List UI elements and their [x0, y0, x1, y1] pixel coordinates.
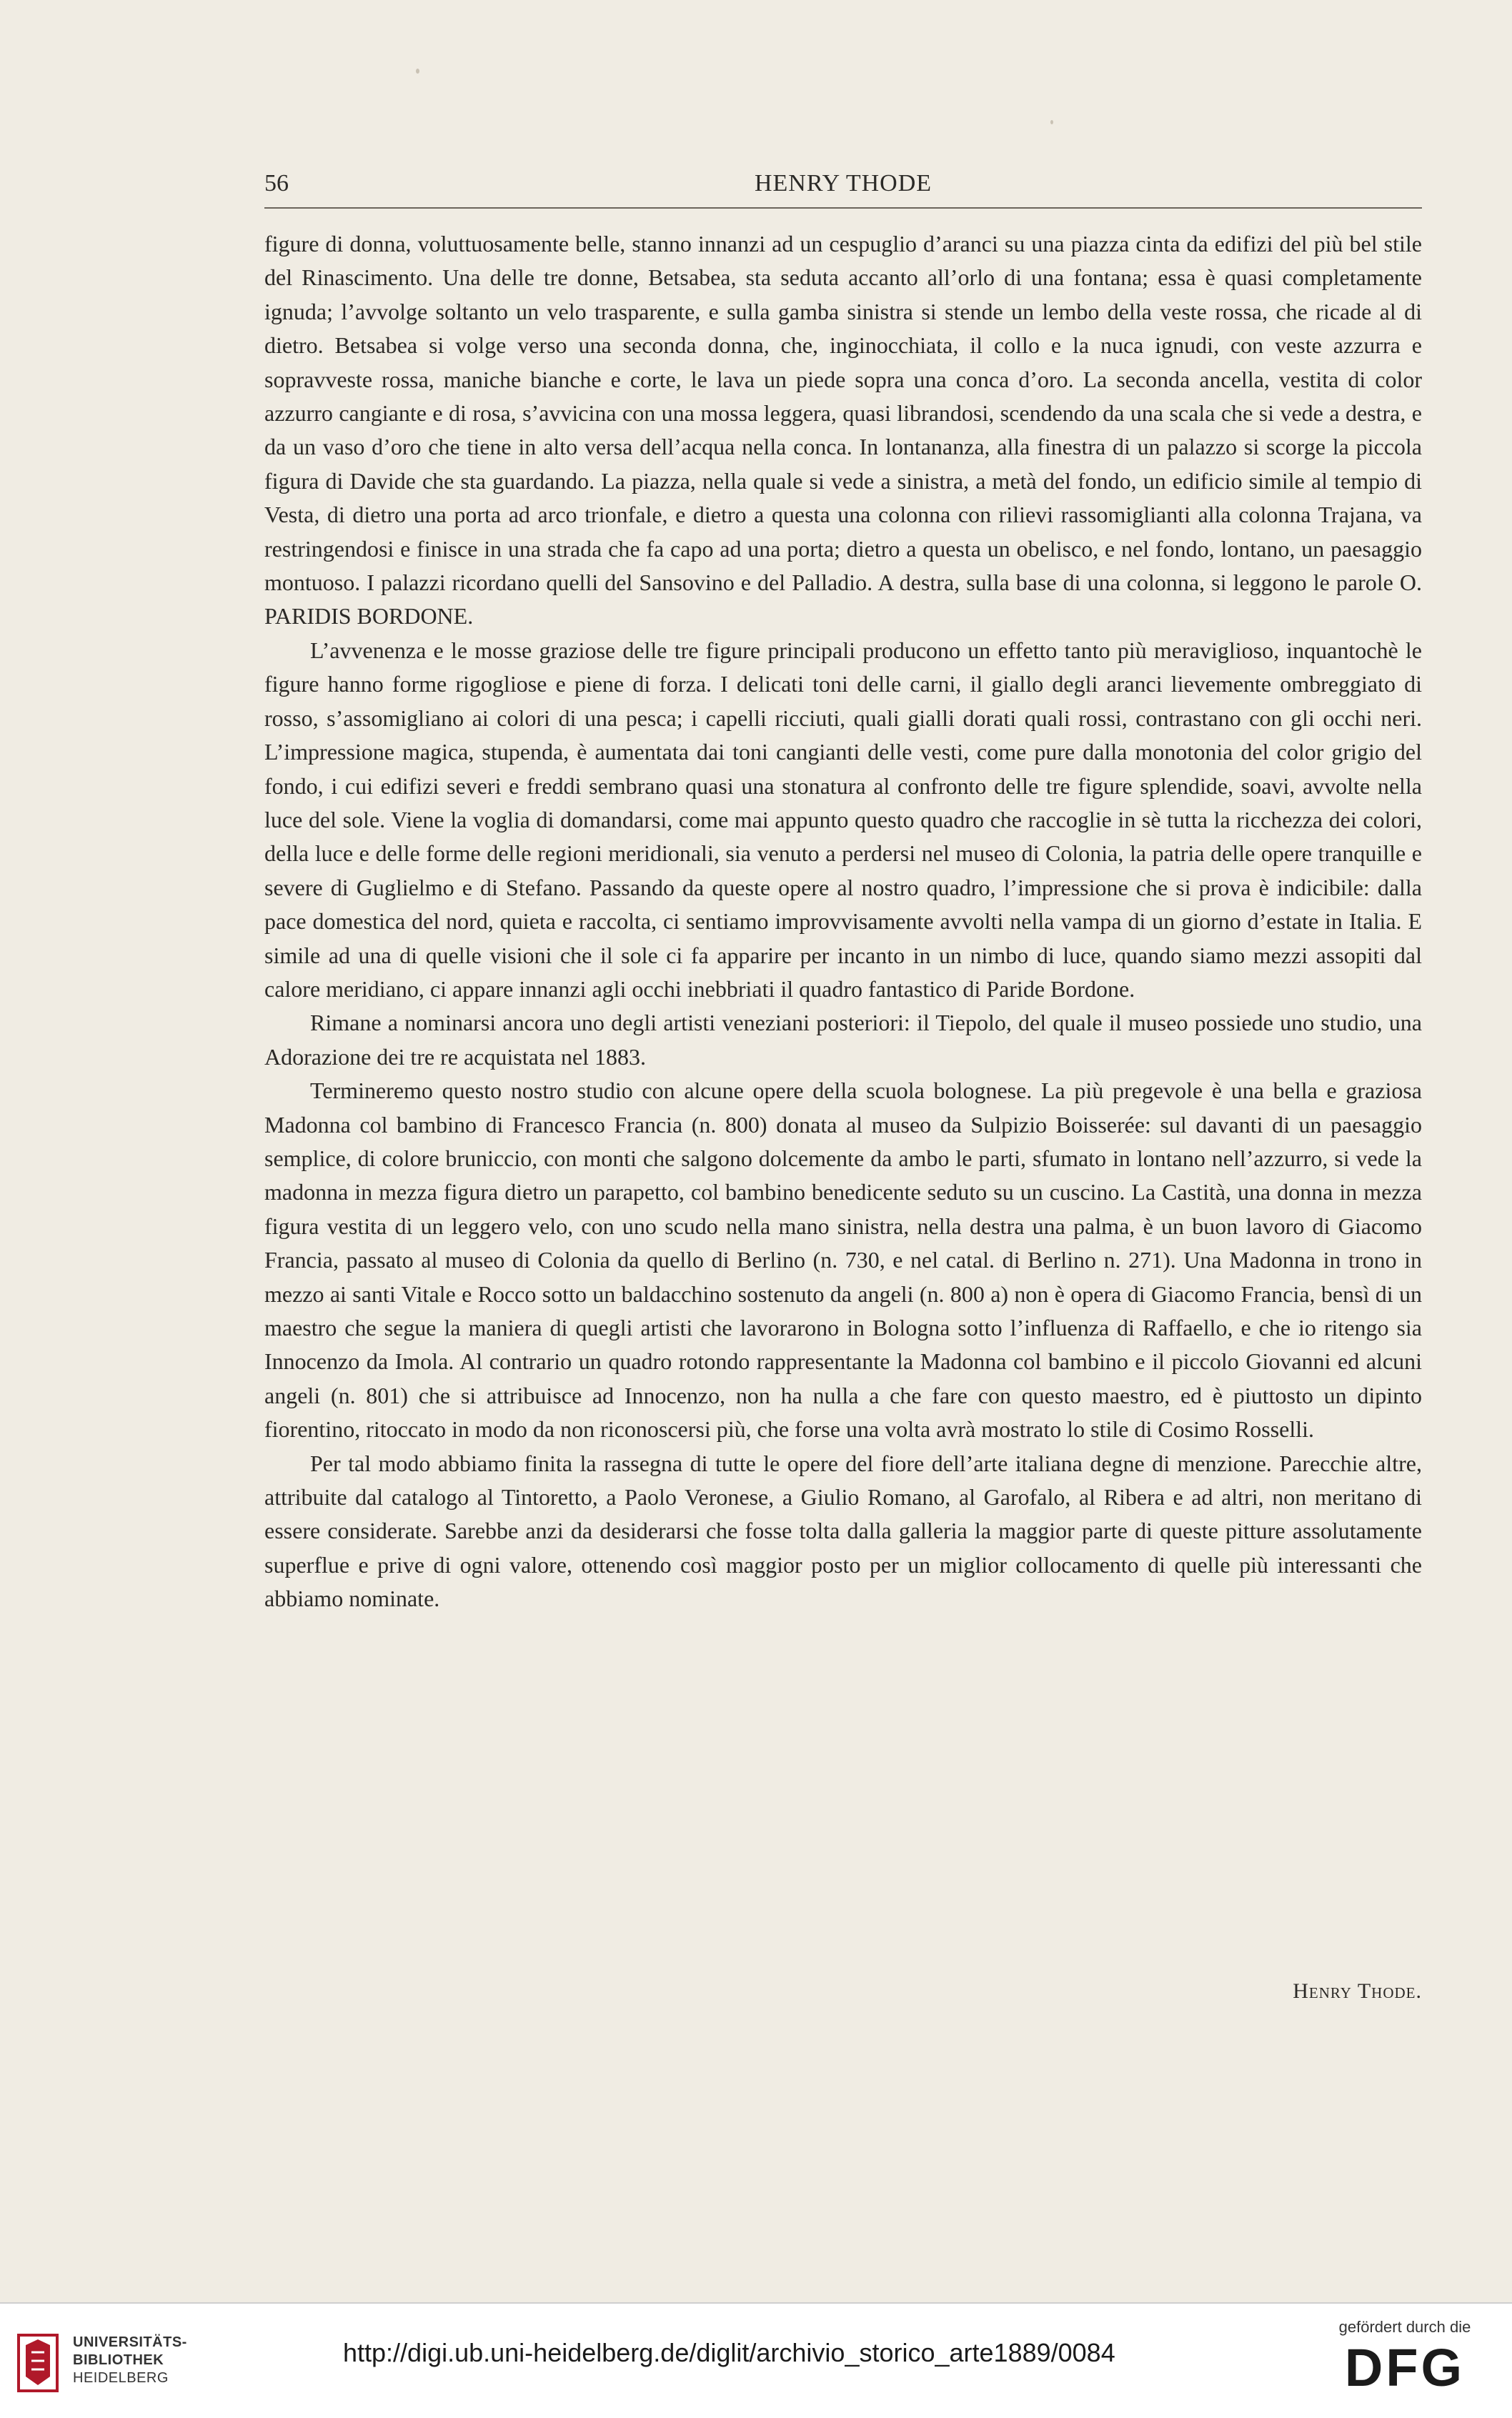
permalink[interactable]: http://digi.ub.uni-heidelberg.de/diglit/archivio_storico_arte1889/0084 — [343, 2338, 1115, 2367]
paragraph: Rimane a nominarsi ancora uno degli artisti veneziani posteriori: il Tiepolo, del quale il museo possiede uno studio, una Adorazione dei tre re acquistata nel 1883. — [264, 1010, 1422, 1070]
library-name-line: BIBLIOTHEK — [73, 2352, 164, 2368]
sponsor-caption: gefördert durch die — [1338, 2318, 1471, 2336]
paragraph: L’avvenenza e le mosse graziose delle tre figure principali producono un effetto tanto più meraviglioso, inquantochè le figure hanno forme rigogliose e piene di forza. I delicati toni delle carni, il giallo degli aranci lievemente ombreggiato di rosso, s’assomigliano ai colori di una pesca; i capelli ricciuti, quali gialli dorati quali rossi, contrastano con gli occhi neri. L’impressione magica, stupenda, è aumentata dai toni cangianti delle vesti, come pure dalla monotonia del color grigio del fondo, i cui edifizi severi e freddi sembrano quasi una stonatura al confronto delle tre figure splendide, soavi, avvolte nella luce del sole. Viene la voglia di domandarsi, come mai appunto questo quadro che raccoglie in sè tutta la ricchezza dei colori, della luce e delle forme delle regioni meridionali, sia venuto a perdersi nel museo di Colonia, la patria delle opere tranquille e severe di Guglielmo e di Stefano. Passando da queste opere al nostro quadro, l’impressione che si prova è indicibile: dalla pace domestica del nord, quieta e raccolta, ci sentiamo improvvisamente avvolti nella vampa di un giorno d’estate in Italia. E simile ad una di quelle visioni che il sole ci fa apparire per incanto in un nimbo di luce, quando siamo mezzi assopiti dal calore meridiano, ci appare innanzi agli occhi inebbriati il quadro fantastico di Paride Bordone. — [264, 637, 1422, 1002]
paper-speck — [416, 69, 419, 74]
paper-speck — [1050, 120, 1053, 124]
library-name-line: HEIDELBERG — [73, 2370, 169, 2386]
page-number: 56 — [264, 170, 289, 196]
library-name-line: UNIVERSITÄTS- — [73, 2334, 187, 2350]
paragraph: figure di donna, voluttuosamente belle, stanno innanzi ad un cespuglio d’aranci su una piazza cinta da edifizi del più bel stile del Rinascimento. Una delle tre donne, Betsabea, sta seduta accanto all’orlo di una fontana; essa è quasi completamente ignuda; l’avvolge soltanto un velo trasparente, e sulla gamba sinistra si stende un lembo della veste rossa, che ricade al di dietro. Betsabea si volge verso una seconda donna, che, inginocchiata, il collo e la nuca ignudi, con veste azzurra e sopravveste rossa, maniche bianche e corte, le lava un piede sopra una conca d’oro. La seconda ancella, vestita di color azzurro cangiante e di rosa, s’avvicina con una mossa leggera, quasi librandosi, scendendo da una scala che si vede a destra, e da un vaso d’oro che tiene in alto versa dell’acqua nella conca. In lontananza, alla finestra di un palazzo si scorge la piccola figura di Davide che sta guardando. La piazza, nella quale si vede a sinistra, a metà del fondo, un edificio simile al tempio di Vesta, di dietro una porta ad arco trionfale, e dietro a questa una colonna con rilievi rassomiglianti alla colonna Trajana, va restringendosi e finisce in una strada che fa capo ad una porta; dietro a questa un obelisco, e nel fondo, lontano, un paesaggio montuoso. I palazzi ricordano quelli del Sansovino e del Palladio. A destra, sulla base di una colonna, si leggono le parole O. PARIDIS BORDONE. — [264, 231, 1422, 630]
paragraph: Per tal modo abbiamo finita la rassegna di tutte le opere del fiore dell’arte italiana degne di menzione. Parecchie altre, attribuite dal catalogo al Tintoretto, a Paolo Veronese, a Giulio Romano, al Garofalo, al Ribera e ad altri, non meritano di essere considerate. Sarebbe anzi da desiderarsi che fosse tolta dalla galleria la maggior parte di queste pitture assolutamente superflue e prive di ogni valore, ottenendo così maggior posto per un miglior collocamento di quelle più interessanti che abbiamo nominate. — [264, 1450, 1422, 1612]
sponsor-name: DFG — [1344, 2338, 1466, 2397]
digitization-footer — [0, 2302, 1512, 2418]
sponsor-logo[interactable] — [1326, 2318, 1483, 2411]
author-signature: Henry Thode. — [1293, 1979, 1422, 2003]
paragraph: Termineremo questo nostro studio con alcune opere della scuola bolognese. La più pregevole è una bella e graziosa Madonna col bambino di Francesco Francia (n. 800) donata al museo da Sulpizio Boisserée: sul davanti di un paesaggio semplice, di colore bruniccio, con monti che salgono dolcemente da ambo le parti, sfumato in lontano nell’azzurro, si vede la madonna in mezza figura dietro un parapetto, col bambino benedicente seduto su un cuscino. La Castità, una donna in mezza figura vestita di un leggero velo, con uno scudo nella mano sinistra, nella destra una palma, è un buon lavoro di Giacomo Francia, passato al museo di Colonia da quello di Berlino (n. 730, e nel catal. di Berlino n. 271). Una Madonna in trono in mezzo ai santi Vitale e Rocco sotto un baldacchino sostenuto da angeli (n. 800 a) non è opera di Giacomo Francia, bensì di un maestro che segue la maniera di quegli artisti che lavorarono in Bologna sotto l’influenza di Raffaello, e che io ritengo sia Innocenzo da Imola. Al contrario un quadro rotondo rappresentante la Madonna col bambino e il piccolo Giovanni ed alcuni angeli (n. 801) che si attribuisce ad Innocenzo, non ha nulla a che fare con questo maestro, ed è piuttosto un dipinto fiorentino, ritoccato in modo da non riconoscersi più, che forse una volta avrà mostrato lo stile di Cosimo Rosselli. — [264, 1078, 1422, 1443]
article-body — [264, 227, 1422, 1616]
library-logo[interactable] — [16, 2325, 187, 2404]
page-header — [264, 164, 1422, 209]
library-name — [73, 2334, 187, 2387]
running-title: HENRY THODE — [754, 170, 932, 196]
university-seal-icon — [16, 2331, 60, 2395]
